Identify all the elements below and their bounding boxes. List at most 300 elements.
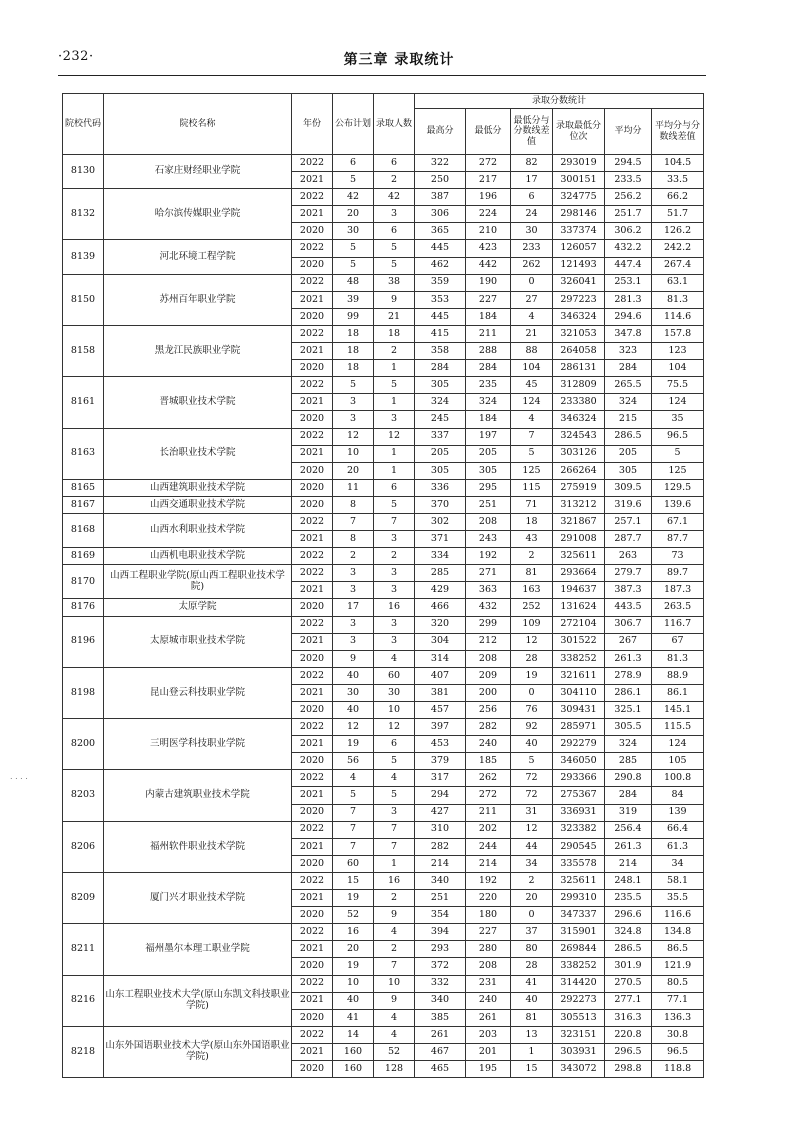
cell-avg-diff: 96.5	[652, 1043, 704, 1060]
cell-year: 2020	[292, 753, 333, 770]
cell-min: 243	[466, 531, 511, 548]
cell-admitted: 128	[374, 1060, 415, 1077]
cell-plan: 40	[333, 667, 374, 684]
cell-max: 337	[415, 428, 466, 445]
cell-min-rank: 194637	[553, 582, 605, 599]
cell-min-rank: 301522	[553, 633, 605, 650]
cell-year: 2020	[292, 1060, 333, 1077]
cell-admitted: 30	[374, 684, 415, 701]
cell-min-diff: 6	[511, 189, 553, 206]
cell-min: 271	[466, 565, 511, 582]
table-row	[63, 240, 704, 257]
school-code: 8211	[63, 924, 104, 975]
cell-plan: 5	[333, 257, 374, 274]
cell-year: 2022	[292, 975, 333, 992]
cell-avg: 220.8	[605, 1026, 652, 1043]
table-header	[63, 94, 704, 155]
cell-year: 2021	[292, 838, 333, 855]
cell-admitted: 4	[374, 924, 415, 941]
table-row	[63, 325, 704, 342]
margin-marks: . . . .	[10, 772, 28, 781]
cell-avg: 265.5	[605, 377, 652, 394]
cell-min: 184	[466, 411, 511, 428]
cell-max: 306	[415, 206, 466, 223]
cell-avg: 263	[605, 548, 652, 565]
header-name: 院校名称	[104, 94, 292, 155]
school-code: 8218	[63, 1026, 104, 1077]
cell-plan: 4	[333, 770, 374, 787]
cell-avg: 287.7	[605, 531, 652, 548]
table-body	[63, 155, 704, 1078]
school-code: 8167	[63, 496, 104, 513]
cell-min: 211	[466, 325, 511, 342]
cell-year: 2020	[292, 907, 333, 924]
cell-min-diff: 1	[511, 1043, 553, 1060]
cell-max: 332	[415, 975, 466, 992]
cell-min-rank: 315901	[553, 924, 605, 941]
cell-admitted: 2	[374, 890, 415, 907]
cell-admitted: 1	[374, 462, 415, 479]
cell-min-diff: 18	[511, 513, 553, 530]
cell-min: 282	[466, 719, 511, 736]
cell-min-diff: 124	[511, 394, 553, 411]
cell-min-rank: 346324	[553, 308, 605, 325]
cell-avg-diff: 80.5	[652, 975, 704, 992]
cell-max: 322	[415, 155, 466, 172]
cell-min-diff: 21	[511, 325, 553, 342]
cell-min-rank: 285971	[553, 719, 605, 736]
cell-min-rank: 297223	[553, 291, 605, 308]
cell-min-rank: 343072	[553, 1060, 605, 1077]
school-code: 8169	[63, 548, 104, 565]
cell-avg-diff: 123	[652, 343, 704, 360]
cell-avg-diff: 100.8	[652, 770, 704, 787]
cell-min-rank: 131624	[553, 599, 605, 616]
cell-avg-diff: 67.1	[652, 513, 704, 530]
cell-min: 220	[466, 890, 511, 907]
cell-min: 196	[466, 189, 511, 206]
cell-min: 240	[466, 736, 511, 753]
cell-min-diff: 72	[511, 770, 553, 787]
cell-min-diff: 17	[511, 172, 553, 189]
cell-plan: 19	[333, 958, 374, 975]
cell-plan: 160	[333, 1043, 374, 1060]
cell-avg: 432.2	[605, 240, 652, 257]
table-row	[63, 821, 704, 838]
cell-min: 180	[466, 907, 511, 924]
cell-avg-diff: 66.2	[652, 189, 704, 206]
cell-admitted: 2	[374, 343, 415, 360]
table-row	[63, 975, 704, 992]
cell-max: 427	[415, 804, 466, 821]
cell-admitted: 1	[374, 445, 415, 462]
cell-min-rank: 313212	[553, 496, 605, 513]
cell-min: 244	[466, 838, 511, 855]
cell-avg-diff: 263.5	[652, 599, 704, 616]
cell-admitted: 5	[374, 787, 415, 804]
cell-year: 2021	[292, 633, 333, 650]
cell-year: 2020	[292, 496, 333, 513]
cell-max: 261	[415, 1026, 466, 1043]
school-name: 内蒙古建筑职业技术学院	[104, 770, 292, 821]
cell-avg: 306.7	[605, 616, 652, 633]
cell-min-diff: 30	[511, 223, 553, 240]
cell-plan: 39	[333, 291, 374, 308]
cell-year: 2022	[292, 616, 333, 633]
cell-max: 305	[415, 462, 466, 479]
cell-year: 2022	[292, 325, 333, 342]
cell-min-rank: 337374	[553, 223, 605, 240]
school-code: 8200	[63, 719, 104, 770]
school-code: 8198	[63, 667, 104, 718]
cell-max: 354	[415, 907, 466, 924]
cell-avg: 296.6	[605, 907, 652, 924]
school-code: 8163	[63, 428, 104, 479]
header-code: 院校代码	[63, 94, 104, 155]
cell-min-rank: 347337	[553, 907, 605, 924]
cell-min-rank: 292273	[553, 992, 605, 1009]
cell-plan: 8	[333, 496, 374, 513]
cell-avg-diff: 61.3	[652, 838, 704, 855]
cell-year: 2020	[292, 599, 333, 616]
cell-plan: 5	[333, 377, 374, 394]
cell-min: 203	[466, 1026, 511, 1043]
cell-year: 2022	[292, 667, 333, 684]
table-row	[63, 548, 704, 565]
cell-min: 288	[466, 343, 511, 360]
cell-plan: 5	[333, 787, 374, 804]
school-code: 8203	[63, 770, 104, 821]
school-name: 山东工程职业技术大学(原山东凯文科技职业学院)	[104, 975, 292, 1026]
header-year: 年份	[292, 94, 333, 155]
cell-max: 370	[415, 496, 466, 513]
cell-min-diff: 115	[511, 479, 553, 496]
table-row	[63, 496, 704, 513]
cell-min-rank: 324543	[553, 428, 605, 445]
cell-admitted: 4	[374, 650, 415, 667]
cell-avg: 309.5	[605, 479, 652, 496]
cell-max: 340	[415, 872, 466, 889]
cell-min: 442	[466, 257, 511, 274]
cell-avg: 248.1	[605, 872, 652, 889]
cell-min-rank: 309431	[553, 702, 605, 719]
cell-min-rank: 314420	[553, 975, 605, 992]
cell-min-rank: 323382	[553, 821, 605, 838]
cell-admitted: 2	[374, 548, 415, 565]
cell-year: 2021	[292, 684, 333, 701]
cell-min-diff: 71	[511, 496, 553, 513]
cell-avg: 284	[605, 360, 652, 377]
cell-min: 212	[466, 633, 511, 650]
cell-max: 387	[415, 189, 466, 206]
cell-plan: 11	[333, 479, 374, 496]
cell-year: 2021	[292, 992, 333, 1009]
cell-admitted: 42	[374, 189, 415, 206]
cell-plan: 99	[333, 308, 374, 325]
cell-max: 324	[415, 394, 466, 411]
cell-min-diff: 20	[511, 890, 553, 907]
cell-admitted: 9	[374, 291, 415, 308]
cell-min-rank: 275919	[553, 479, 605, 496]
school-name: 太原城市职业技术学院	[104, 616, 292, 667]
cell-min: 227	[466, 924, 511, 941]
cell-min: 197	[466, 428, 511, 445]
cell-min: 262	[466, 770, 511, 787]
cell-min: 190	[466, 274, 511, 291]
cell-admitted: 2	[374, 172, 415, 189]
school-name: 太原学院	[104, 599, 292, 616]
cell-avg-diff: 84	[652, 787, 704, 804]
cell-avg-diff: 66.4	[652, 821, 704, 838]
school-name: 山西工程职业学院(原山西工程职业技术学院)	[104, 565, 292, 599]
cell-min-rank: 346050	[553, 753, 605, 770]
cell-min-rank: 293366	[553, 770, 605, 787]
school-code: 8176	[63, 599, 104, 616]
cell-plan: 18	[333, 343, 374, 360]
cell-avg-diff: 87.7	[652, 531, 704, 548]
cell-min-rank: 272104	[553, 616, 605, 633]
cell-avg-diff: 242.2	[652, 240, 704, 257]
cell-admitted: 3	[374, 582, 415, 599]
cell-min-diff: 44	[511, 838, 553, 855]
cell-min-rank: 233380	[553, 394, 605, 411]
school-name: 晋城职业技术学院	[104, 377, 292, 428]
cell-min: 251	[466, 496, 511, 513]
cell-admitted: 52	[374, 1043, 415, 1060]
cell-max: 317	[415, 770, 466, 787]
cell-avg-diff: 126.2	[652, 223, 704, 240]
cell-admitted: 3	[374, 565, 415, 582]
cell-avg: 325.1	[605, 702, 652, 719]
cell-min: 324	[466, 394, 511, 411]
cell-year: 2020	[292, 650, 333, 667]
cell-max: 385	[415, 1009, 466, 1026]
school-name: 山西建筑职业技术学院	[104, 479, 292, 496]
cell-avg: 251.7	[605, 206, 652, 223]
cell-avg: 261.3	[605, 838, 652, 855]
cell-min-rank: 275367	[553, 787, 605, 804]
cell-avg: 294.5	[605, 155, 652, 172]
cell-min-diff: 5	[511, 445, 553, 462]
cell-max: 457	[415, 702, 466, 719]
cell-avg-diff: 124	[652, 736, 704, 753]
table-row	[63, 377, 704, 394]
cell-plan: 3	[333, 616, 374, 633]
cell-plan: 40	[333, 992, 374, 1009]
cell-min-diff: 40	[511, 992, 553, 1009]
cell-avg-diff: 34	[652, 855, 704, 872]
cell-max: 466	[415, 599, 466, 616]
cell-avg: 281.3	[605, 291, 652, 308]
cell-avg: 279.7	[605, 565, 652, 582]
cell-min: 284	[466, 360, 511, 377]
cell-admitted: 7	[374, 513, 415, 530]
school-name: 哈尔滨传媒职业学院	[104, 189, 292, 240]
cell-min-diff: 252	[511, 599, 553, 616]
cell-avg: 277.1	[605, 992, 652, 1009]
cell-min: 432	[466, 599, 511, 616]
cell-admitted: 7	[374, 838, 415, 855]
cell-plan: 17	[333, 599, 374, 616]
cell-admitted: 6	[374, 479, 415, 496]
cell-min: 192	[466, 872, 511, 889]
cell-avg: 215	[605, 411, 652, 428]
cell-year: 2022	[292, 924, 333, 941]
cell-avg: 270.5	[605, 975, 652, 992]
cell-max: 284	[415, 360, 466, 377]
cell-min-rank: 321053	[553, 325, 605, 342]
cell-plan: 48	[333, 274, 374, 291]
cell-min-diff: 109	[511, 616, 553, 633]
cell-max: 358	[415, 343, 466, 360]
cell-min: 214	[466, 855, 511, 872]
cell-min-rank: 266264	[553, 462, 605, 479]
cell-min-diff: 12	[511, 633, 553, 650]
cell-min-diff: 104	[511, 360, 553, 377]
cell-plan: 19	[333, 890, 374, 907]
cell-year: 2021	[292, 343, 333, 360]
cell-avg-diff: 121.9	[652, 958, 704, 975]
cell-min-diff: 27	[511, 291, 553, 308]
cell-min-rank: 121493	[553, 257, 605, 274]
cell-admitted: 16	[374, 872, 415, 889]
page-number: ·232·	[58, 49, 94, 64]
cell-plan: 12	[333, 719, 374, 736]
cell-max: 359	[415, 274, 466, 291]
cell-plan: 18	[333, 360, 374, 377]
cell-admitted: 21	[374, 308, 415, 325]
table-row	[63, 770, 704, 787]
cell-admitted: 5	[374, 257, 415, 274]
cell-plan: 20	[333, 462, 374, 479]
school-name: 长治职业技术学院	[104, 428, 292, 479]
cell-min-rank: 126057	[553, 240, 605, 257]
cell-year: 2021	[292, 941, 333, 958]
school-name: 黑龙江民族职业学院	[104, 325, 292, 376]
school-code: 8150	[63, 274, 104, 325]
cell-admitted: 1	[374, 360, 415, 377]
cell-plan: 7	[333, 804, 374, 821]
cell-year: 2021	[292, 787, 333, 804]
cell-year: 2021	[292, 394, 333, 411]
cell-min-diff: 0	[511, 907, 553, 924]
cell-plan: 3	[333, 633, 374, 650]
school-code: 8139	[63, 240, 104, 274]
cell-min-diff: 31	[511, 804, 553, 821]
cell-max: 294	[415, 787, 466, 804]
cell-avg-diff: 88.9	[652, 667, 704, 684]
cell-min-rank: 299310	[553, 890, 605, 907]
cell-min: 227	[466, 291, 511, 308]
table-row	[63, 513, 704, 530]
cell-admitted: 7	[374, 958, 415, 975]
cell-min: 240	[466, 992, 511, 1009]
cell-min-diff: 2	[511, 872, 553, 889]
cell-min: 200	[466, 684, 511, 701]
cell-plan: 56	[333, 753, 374, 770]
cell-min-rank: 325611	[553, 872, 605, 889]
cell-min-rank: 300151	[553, 172, 605, 189]
cell-min-rank: 303126	[553, 445, 605, 462]
cell-avg: 261.3	[605, 650, 652, 667]
cell-min: 211	[466, 804, 511, 821]
cell-admitted: 60	[374, 667, 415, 684]
cell-min-diff: 233	[511, 240, 553, 257]
table-row	[63, 428, 704, 445]
cell-year: 2020	[292, 462, 333, 479]
cell-max: 245	[415, 411, 466, 428]
cell-min-rank: 264058	[553, 343, 605, 360]
cell-min: 299	[466, 616, 511, 633]
cell-plan: 15	[333, 872, 374, 889]
cell-max: 314	[415, 650, 466, 667]
school-code: 8209	[63, 872, 104, 923]
header-max: 最高分	[415, 109, 466, 155]
cell-min: 256	[466, 702, 511, 719]
school-name: 山西机电职业技术学院	[104, 548, 292, 565]
school-code: 8196	[63, 616, 104, 667]
cell-avg-diff: 125	[652, 462, 704, 479]
school-code: 8216	[63, 975, 104, 1026]
cell-max: 320	[415, 616, 466, 633]
cell-min-diff: 80	[511, 941, 553, 958]
cell-min: 231	[466, 975, 511, 992]
cell-min-diff: 163	[511, 582, 553, 599]
table-row	[63, 616, 704, 633]
cell-avg: 387.3	[605, 582, 652, 599]
cell-avg: 324	[605, 394, 652, 411]
cell-min: 208	[466, 513, 511, 530]
cell-admitted: 5	[374, 377, 415, 394]
cell-avg-diff: 157.8	[652, 325, 704, 342]
cell-year: 2020	[292, 702, 333, 719]
cell-min-diff: 7	[511, 428, 553, 445]
cell-max: 334	[415, 548, 466, 565]
cell-admitted: 3	[374, 531, 415, 548]
school-name: 三明医学科技职业学院	[104, 719, 292, 770]
cell-avg-diff: 145.1	[652, 702, 704, 719]
cell-min-diff: 4	[511, 308, 553, 325]
cell-admitted: 3	[374, 411, 415, 428]
cell-max: 365	[415, 223, 466, 240]
cell-plan: 60	[333, 855, 374, 872]
cell-avg-diff: 116.7	[652, 616, 704, 633]
cell-avg-diff: 35	[652, 411, 704, 428]
cell-min-rank: 292279	[553, 736, 605, 753]
cell-avg-diff: 115.5	[652, 719, 704, 736]
cell-plan: 30	[333, 684, 374, 701]
cell-year: 2022	[292, 513, 333, 530]
cell-plan: 19	[333, 736, 374, 753]
cell-min-diff: 40	[511, 736, 553, 753]
cell-avg-diff: 267.4	[652, 257, 704, 274]
cell-avg-diff: 124	[652, 394, 704, 411]
table-row	[63, 599, 704, 616]
table-row	[63, 274, 704, 291]
cell-year: 2022	[292, 274, 333, 291]
cell-min: 192	[466, 548, 511, 565]
cell-plan: 41	[333, 1009, 374, 1026]
cell-max: 445	[415, 240, 466, 257]
cell-year: 2021	[292, 890, 333, 907]
cell-min-diff: 41	[511, 975, 553, 992]
cell-min-diff: 24	[511, 206, 553, 223]
cell-min: 202	[466, 821, 511, 838]
cell-min-diff: 82	[511, 155, 553, 172]
cell-min-diff: 81	[511, 565, 553, 582]
cell-min-diff: 43	[511, 531, 553, 548]
cell-admitted: 1	[374, 855, 415, 872]
